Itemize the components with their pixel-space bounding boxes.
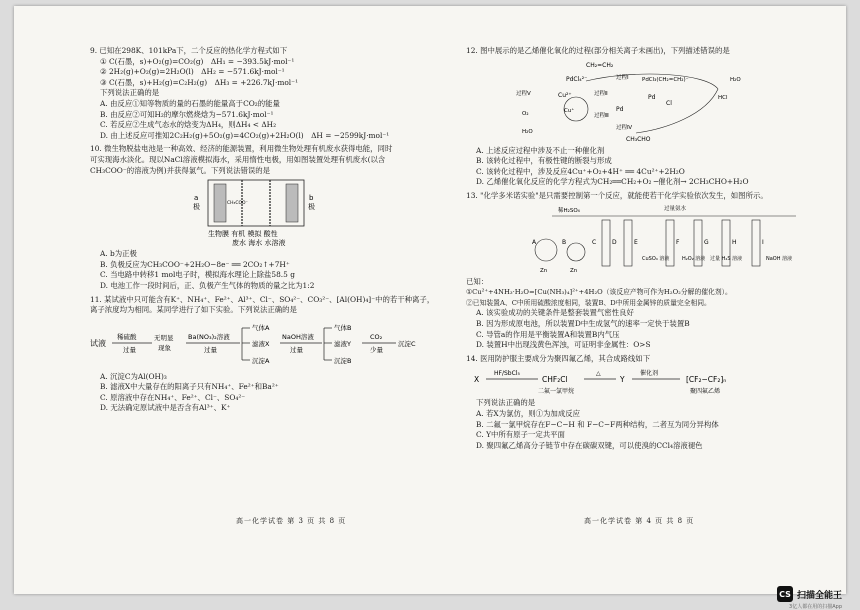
q11-option-d: D. 无法确定原试液中是否含有Al³⁺、K⁺ xyxy=(90,403,466,414)
label-naoh: NaOH 溶液 xyxy=(766,255,792,262)
flow-reagent-2: Ba(NO₃)₂溶液 xyxy=(188,332,230,341)
acetate-label: CH₃COO⁻ xyxy=(227,200,249,206)
tube-e xyxy=(624,220,632,266)
q12-stem: 12. 图中展示的是乙烯催化氧化的过程(部分相关离子未画出)，下列描述错误的是 xyxy=(466,46,842,57)
scanner-watermark xyxy=(777,586,842,602)
label-b: B xyxy=(562,239,566,246)
cycle-cu2: Cu²⁺ xyxy=(558,92,572,99)
flow-cond-4: 少量 xyxy=(370,345,384,354)
route-catalyst: 催化剂 xyxy=(640,369,658,377)
question-10 xyxy=(90,144,466,291)
electrode-a xyxy=(214,184,226,222)
q10-option-b: B. 负极反应为CH₃COO⁻+2H₂O−8e⁻ ══ 2CO₂↑+7H⁺ xyxy=(90,260,466,271)
flow-start: 试液 xyxy=(90,338,106,348)
q13-known: 已知： xyxy=(466,277,842,288)
flow-gas-a: 气体A xyxy=(252,323,270,332)
cycle-cu1: Cu⁺ xyxy=(564,107,574,114)
label-h: H xyxy=(732,239,737,246)
tube-i xyxy=(752,220,760,266)
q11-option-b: B. 滤液X中大量存在的阳离子只有NH₄⁺、Fe²⁺和Ba²⁺ xyxy=(90,382,466,393)
cycle-acetaldehyde: CH₃CHO xyxy=(626,136,651,143)
route-x: X xyxy=(474,375,479,384)
cycle-cl: Cl xyxy=(666,100,672,107)
camscanner-logo-icon: CS xyxy=(777,586,793,602)
q9-ask: 下列说法正确的是 xyxy=(90,88,466,99)
q13-equation-2: ②已知装置A、C中所用硫酸浓度相同，装置B、D中所用金属锌的质量完全相同。 xyxy=(466,298,842,309)
cycle-water-in: H₂O xyxy=(730,77,741,83)
cycle-ethylene: CH₂=CH₂ xyxy=(586,62,614,69)
q11-stem-1: 11. 某试液中只可能含有K⁺、NH₄⁺、Fe²⁺、Al³⁺、Cl⁻、SO₄²⁻、CO₃²⁻、[Al(OH)₄]⁻中的若干种离子， xyxy=(90,295,466,306)
q9-eq-3: ③ C(石墨，s)+H₂(g)=C₂H₂(g) ΔH₃ = +226.7kJ·mol⁻¹ xyxy=(90,78,466,89)
q9-option-d: D. 由上述反应可推知2C₂H₂(g)+5O₂(g)=4CO₂(g)+2H₂O(l) ΔH = −2599kJ·mol⁻¹ xyxy=(90,131,466,142)
membrane-1-label xyxy=(230,178,246,179)
flow-precip-c: 沉淀C xyxy=(398,339,416,348)
cycle-o2: O₂ xyxy=(522,111,529,117)
route-polymer-name: 聚四氟乙烯 xyxy=(690,387,720,395)
label-f: F xyxy=(676,239,680,246)
flow-reagent-1: 稀硫酸 xyxy=(117,332,137,341)
pole-a-suffix: 极 xyxy=(193,202,200,211)
q10-option-d: D. 电池工作一段时间后，正、负极产生气体的物质的量之比为1:2 xyxy=(90,281,466,292)
question-13 xyxy=(466,191,842,351)
q13-option-b: B. 因为形成原电池，所以装置D中生成氢气的速率一定快于装置B xyxy=(466,319,842,330)
q13-option-a: A. 该实验成功的关键条件是整套装置气密性良好 xyxy=(466,308,842,319)
cycle-pd-metal: Pd xyxy=(616,106,624,113)
q9-option-b: B. 由反应②可知H₂的摩尔燃烧焓为−571.6kJ·mol⁻¹ xyxy=(90,110,466,121)
q9-eq-2: ② 2H₂(g)+O₂(g)=2H₂O(l) ΔH₂ = −571.6kJ·mol⁻¹ xyxy=(90,67,466,78)
label-g: G xyxy=(704,239,709,246)
question-9 xyxy=(90,46,466,141)
flow-precip-a: 沉淀A xyxy=(252,356,270,365)
q11-option-c: C. 原溶液中存在NH₄⁺、Fe²⁺、Cl⁻、SO₄²⁻ xyxy=(90,393,466,404)
q9-stem: 9. 已知在298K、101kPa下，二个反应的热化学方程式如下 xyxy=(90,46,466,57)
q9-option-c: C. 若反应②生成气态水的焓变为ΔH₄，则ΔH₄ < ΔH₂ xyxy=(90,120,466,131)
flask-a xyxy=(535,239,557,261)
label-a: A xyxy=(532,239,537,246)
flow-phen-2: 现象 xyxy=(158,343,172,352)
route-chf2cl-name: 二氟一氯甲烷 xyxy=(538,387,574,395)
q11-stem-2: 离子浓度均为相同。某同学进行了如下实验。下列说法正确的是 xyxy=(90,305,466,316)
q10-stem-2: 可实现海水淡化。现以NaCl溶液模拟海水，采用惰性电极，用如图装置处理有机废水(以含 xyxy=(90,155,466,166)
cycle-pd-complex: Pd xyxy=(648,94,656,101)
q14-option-d: D. 聚四氟乙烯高分子链节中存在碳碳双键，可以使溴的CCl₄溶液褪色 xyxy=(466,441,842,452)
question-12 xyxy=(466,46,842,188)
flow-precip-b: 沉淀B xyxy=(334,356,351,365)
cycle-water-out: H₂O xyxy=(522,129,533,135)
question-14 xyxy=(466,354,842,452)
right-column xyxy=(466,46,842,454)
page-footer-right: 高一化学试卷 第 4 页 共 8 页 xyxy=(584,516,694,526)
q12-option-c: C. 该转化过程中，涉及反应4Cu⁺+O₂+4H⁺ ══ 4Cu²⁺+2H₂O xyxy=(466,167,842,178)
flow-filtrate-y: 滤液Y xyxy=(334,339,351,348)
flask-b xyxy=(567,243,585,261)
q13-stem: 13. "化学多米诺实验"是只需要控制第一个反应，就能使若干化学实验依次发生，如图所示。 xyxy=(466,191,842,202)
q10-stem-3: CH₃COO⁻的溶液为例)并获得氯气。下列说法错误的是 xyxy=(90,166,466,177)
pole-b-letter: b xyxy=(309,194,314,202)
label-i: I xyxy=(762,239,764,246)
q13-equation-1: ①Cu²⁺+4NH₃·H₂O=[Cu(NH₃)₄]²⁺+4H₂O（该反应产物可作为H₂O₂分解的催化剂）。 xyxy=(466,287,842,298)
route-heat: △ xyxy=(596,370,601,377)
membrane-2-label xyxy=(262,178,278,179)
q10-stem-1: 10. 微生物脱盐电池是一种高效、经济的能源装置，利用微生物处理有机废水获得电能，同时 xyxy=(90,144,466,155)
q14-stem: 14. 医用防护服主要成分为聚四氟乙烯，其合成路线如下 xyxy=(466,354,842,365)
cycle-step-3: 过程Ⅲ xyxy=(594,111,609,119)
q9-eq-1: ① C(石墨，s)+O₂(g)=CO₂(g) ΔH₁ = −393.5kJ·mol⁻¹ xyxy=(90,57,466,68)
q9-option-a: A. 由反应①知等物质的量的石墨的能量高于CO₂的能量 xyxy=(90,99,466,110)
q12-option-b: B. 该转化过程中，有极性键的断裂与形成 xyxy=(466,156,842,167)
route-y: Y xyxy=(619,375,625,384)
route-polymer: [CF₂−CF₂]ₙ xyxy=(686,375,726,384)
watermark-subtitle: 3亿人都在用的扫描App xyxy=(789,603,842,610)
q14-option-a: A. 若X为氯仿，则①为加成反应 xyxy=(466,409,842,420)
q12-option-a: A. 上述反应过程中涉及不止一种催化剂 xyxy=(466,146,842,157)
page-footer-left: 高一化学试卷 第 3 页 共 8 页 xyxy=(236,516,346,526)
q11-option-a: A. 沉淀C为Al(OH)₃ xyxy=(90,372,466,383)
label-zn-1: Zn xyxy=(540,268,548,274)
domino-apparatus-figure xyxy=(466,204,842,274)
route-chf2cl: CHF₂Cl xyxy=(542,375,568,384)
label-zn-2: Zn xyxy=(570,268,578,274)
route-reagent-1: HF/SbCl₅ xyxy=(494,370,520,377)
desalination-cell-figure xyxy=(90,178,466,246)
pole-b-suffix: 极 xyxy=(308,202,315,211)
cell-bottom-2: 废水 海水 水溶液 xyxy=(232,238,285,246)
flow-phen-1: 无明显 xyxy=(154,333,174,342)
q10-option-c: C. 当电路中转移1 mol电子时，模拟海水理论上除盐58.5 g xyxy=(90,270,466,281)
q13-option-c: C. 导管a的作用是平衡装置A和装置B内气压 xyxy=(466,330,842,341)
flow-reagent-3: NaOH溶液 xyxy=(282,332,314,341)
q14-ask: 下列说法正确的是 xyxy=(466,398,842,409)
tube-d xyxy=(602,220,610,266)
flow-filtrate-x: 滤液X xyxy=(252,339,270,348)
cycle-step-4: 过程Ⅳ xyxy=(616,123,633,131)
electrode-b xyxy=(286,184,298,222)
flow-gas-b: 气体B xyxy=(334,323,351,332)
ptfe-synthesis-route xyxy=(466,366,842,396)
cycle-hcl: HCl xyxy=(718,95,728,101)
ion-test-flowchart xyxy=(90,318,466,370)
flow-cond-2: 过量 xyxy=(204,345,218,354)
apparatus-acid: 稀H₂SO₄ xyxy=(558,206,581,214)
ethylene-oxidation-cycle-figure xyxy=(466,59,842,143)
flow-reagent-4: CO₂ xyxy=(370,333,383,341)
q13-option-d: D. 装置H中出现浅黄色浑浊，可证明非金属性：O>S xyxy=(466,340,842,351)
label-e: E xyxy=(634,239,638,246)
q12-option-d: D. 乙烯催化氧化反应的化学方程式为CH₂══CH₂+O₂ ─催化剂→ 2CH₃CHO+H₂O xyxy=(466,177,842,188)
label-h2o2: H₂O₂ 溶液 xyxy=(682,255,705,262)
apparatus-ammonia: 过量氨水 xyxy=(664,204,687,212)
flow-cond-3: 过量 xyxy=(290,345,304,354)
label-cuso4: CuSO₄ 溶液 xyxy=(642,255,669,262)
cycle-step-2: 过程Ⅱ xyxy=(594,89,608,97)
q10-option-a: A. b为正极 xyxy=(90,249,466,260)
flow-cond-1: 过量 xyxy=(123,345,137,354)
cycle-pdcl3: PdCl₃(CH₂=CH₂)⁻ xyxy=(642,77,689,83)
cycle-step-5: 过程Ⅴ xyxy=(516,89,531,97)
pole-a-letter: a xyxy=(194,194,198,202)
label-d: D xyxy=(612,239,617,246)
q14-option-b: B. 二氟一氯甲烷存在F−C−H 和 F−C−F两种结构，二者互为同分异构体 xyxy=(466,420,842,431)
cycle-step-1: 过程Ⅰ xyxy=(616,73,629,81)
q14-option-c: C. Y中所有原子一定共平面 xyxy=(466,430,842,441)
label-h2s: 过量 H₂S 溶液 xyxy=(710,255,742,262)
label-c: C xyxy=(592,239,596,246)
exam-sheet xyxy=(14,6,846,594)
left-column xyxy=(90,46,466,417)
watermark-name: 扫描全能王 xyxy=(797,588,842,601)
question-11 xyxy=(90,295,466,415)
cycle-pdcl4: PdCl₄²⁻ xyxy=(566,76,587,83)
cell-bottom-1: 生物膜 有机 模拟 酸性 xyxy=(208,229,278,238)
